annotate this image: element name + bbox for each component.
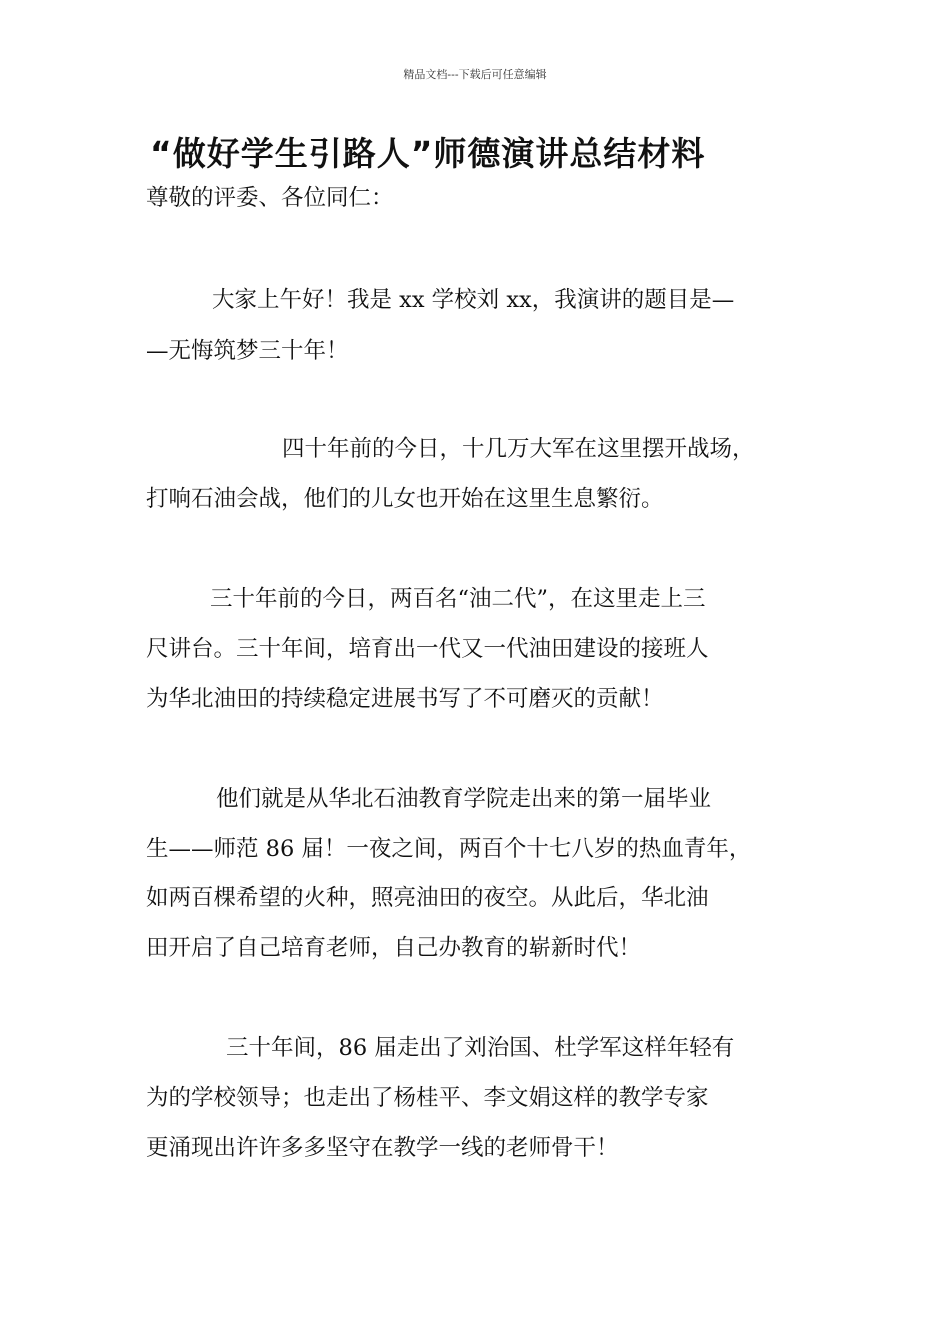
paragraph-line: 为的学校领导；也走出了杨桂平、李文娟这样的教学专家 [146,1085,709,1111]
paragraph-line: 更涌现出许许多多坚守在教学一线的老师骨干！ [146,1135,619,1161]
paragraph-line: 他们就是从华北石油教育学院走出来的第一届毕业 [216,786,712,812]
paragraph-line: 大家上午好！我是 xx 学校刘 xx，我演讲的题目是— [212,287,735,313]
paragraph-line: 打响石油会战，他们的儿女也开始在这里生息繁衍。 [146,486,664,512]
document-title: “做好学生引路人”师德演讲总结材料 [150,134,706,173]
paragraph-line: 生——师范 86 届！一夜之间，两百个十七八岁的热血青年， [146,836,752,862]
paragraph-line: 四十年前的今日，十几万大军在这里摆开战场， [282,436,755,462]
header-note: 精品文档---下载后可任意编辑 [403,68,547,81]
paragraph-line: 如两百棵希望的火种，照亮油田的夜空。从此后，华北油 [146,885,709,911]
paragraph-line: 三十年间，86 届走出了刘治国、杜学军这样年轻有 [226,1035,735,1061]
paragraph-line: 田开启了自己培育老师，自己办教育的崭新时代！ [146,935,642,961]
paragraph-line: 为华北油田的持续稳定进展书写了不可磨灭的贡献！ [146,686,664,712]
paragraph-line: 三十年前的今日，两百名“油二代”，在这里走上三 [210,586,706,612]
paragraph-line: 尺讲台。三十年间，培育出一代又一代油田建设的接班人 [146,636,709,662]
salutation: 尊敬的评委、各位同仁： [146,185,394,211]
paragraph-line: —无悔筑梦三十年！ [146,338,349,364]
